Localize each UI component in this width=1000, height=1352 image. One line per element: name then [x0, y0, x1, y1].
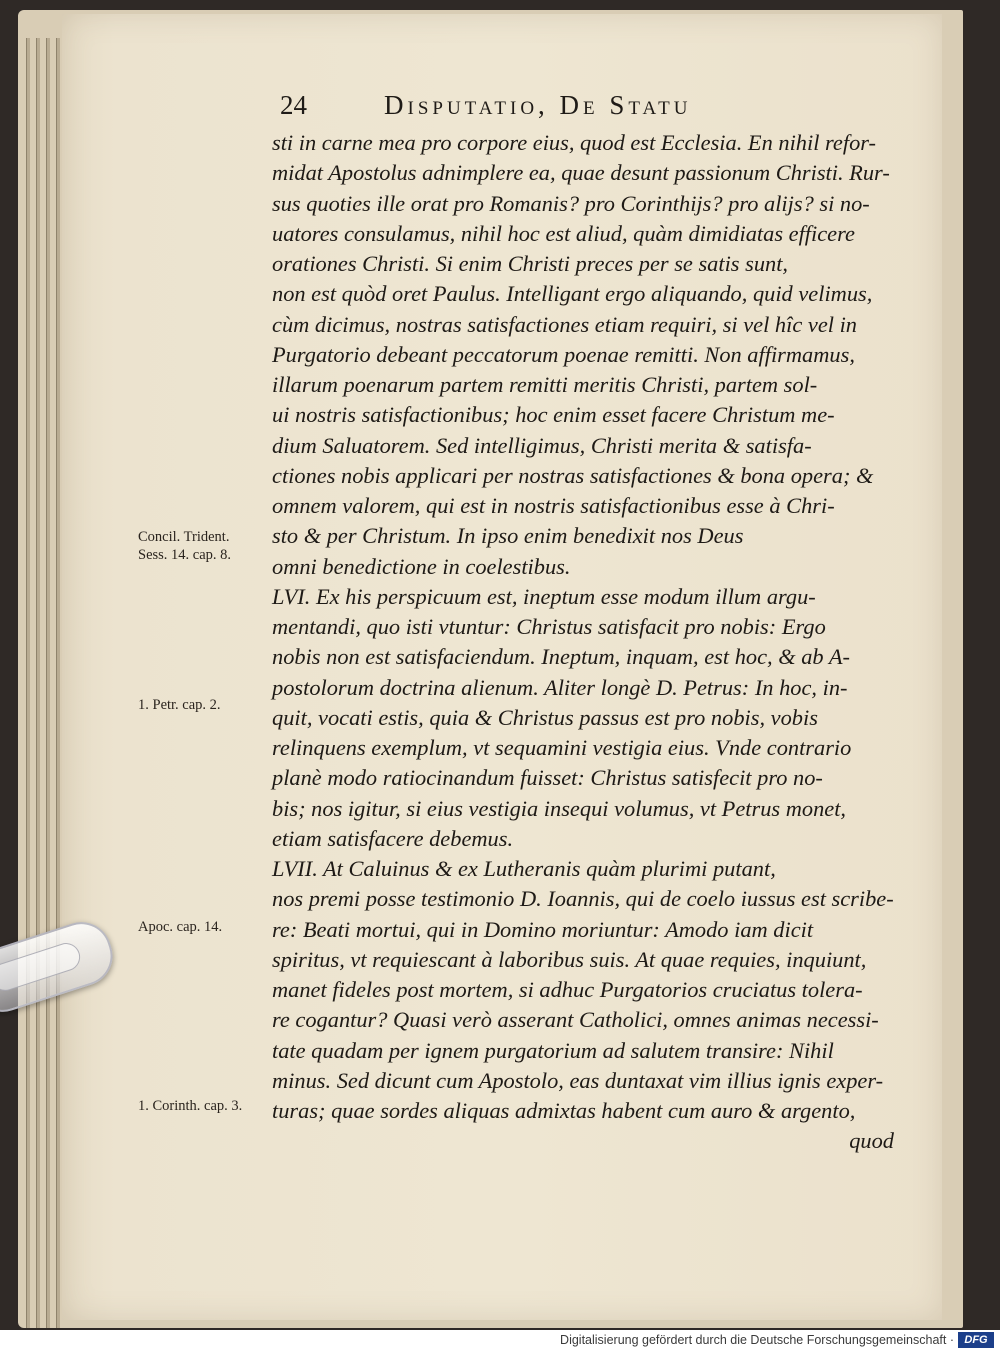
text-line: planè modo ratiocinandum fuisset: Christus satisfecit pro no- [272, 765, 823, 791]
margin-note-line: Concil. Trident. [138, 529, 230, 545]
text-line: nobis non est satisfaciendum. Ineptum, inquam, est hoc, & ab A- [272, 644, 850, 670]
text-line: ctiones nobis applicari per nostras satisfactiones & bona opera; & [272, 462, 874, 488]
text-line: LVII. At Caluinus & ex Lutheranis quàm plurimi putant, [272, 856, 776, 881]
running-title: Disputatio, De Statu [384, 90, 692, 120]
text-line: ui nostris satisfactionibus; hoc enim esset facere Christum me- [272, 402, 835, 428]
funding-notice: Digitalisierung gefördert durch die Deutsche Forschungsgemeinschaft · [560, 1333, 954, 1347]
text-line: illarum poenarum partem remitti meritis Christi, partem sol- [272, 372, 818, 397]
margin-note-council [138, 528, 231, 564]
margin-note-petrus: 1. Petr. cap. 2. [138, 697, 221, 713]
text-line: postolorum doctrina alienum. Aliter longè D. Petrus: In hoc, in- [272, 674, 848, 700]
text-line: sto & per Christum. In ipso enim benedixit nos Deus [272, 523, 744, 549]
text-line: tate quadam per ignem purgatorium ad salutem transire: Nihil [272, 1037, 834, 1063]
text-line: cùm dicimus, nostras satisfactiones etiam requiri, si vel hîc vel in [272, 311, 857, 337]
dfg-logo-icon: DFG [958, 1332, 994, 1348]
text-line: re cogantur? Quasi verò asserant Catholici, omnes animas necessi- [272, 1007, 879, 1033]
text-line: orationes Christi. Si enim Christi preces per se satis sunt, [272, 251, 789, 276]
text-line: non est quòd oret Paulus. Intelligant ergo aliquando, quid velimus, [272, 281, 873, 307]
text-line: LVI. Ex his perspicuum est, ineptum esse modum illum argu- [272, 583, 816, 609]
text-line: turas; quae sordes aliquas admixtas habent cum auro & argento, [272, 1098, 856, 1123]
text-line: mentandi, quo isti vtuntur: Christus satisfacit pro nobis: Ergo [272, 614, 826, 639]
margin-note-line: Sess. 14. cap. 8. [138, 547, 232, 563]
text-line: quit, vocati estis, quia & Christus passus est pro nobis, vobis [272, 704, 818, 730]
body-text [272, 128, 912, 1157]
margin-notes [0, 0, 270, 1330]
page-header [280, 90, 900, 130]
text-line: midat Apostolus adnimplere ea, quae desunt passionum Christi. Rur- [272, 160, 890, 186]
margin-note-corinthians: 1. Corinth. cap. 3. [138, 1098, 243, 1114]
text-line: manet fideles post mortem, si adhuc Purgatorios cruciatus tolera- [272, 977, 863, 1002]
text-line: spiritus, vt requiescant à laboribus suis. At quae requies, inquiunt, [272, 946, 867, 972]
catchword: quod [849, 1128, 894, 1154]
margin-note-apocalypse: Apoc. cap. 14. [138, 919, 223, 935]
text-line: Purgatorio debeant peccatorum poenae remitti. Non affirmamus, [272, 341, 855, 367]
clip-inner [0, 939, 84, 994]
page-number: 24 [280, 90, 307, 120]
text-line: dium Saluatorem. Sed intelligimus, Christi merita & satisfa- [272, 432, 812, 458]
text-line: omni benedictione in coelestibus. [272, 553, 571, 579]
text-line: bis; nos igitur, si eius vestigia insequi volumus, vt Petrus monet, [272, 795, 847, 821]
text-line: relinquens exemplum, vt sequamini vestigia eius. Vnde contrario [272, 735, 852, 760]
text-line: sti in carne mea pro corpore eius, quod est Ecclesia. En nihil refor- [272, 130, 876, 155]
footer-bar [0, 1330, 1000, 1352]
text-line: sus quoties ille orat pro Romanis? pro Corinthijs? pro alijs? si no- [272, 190, 870, 216]
text-line: nos premi posse testimonio D. Ioannis, qui de coelo iussus est scribe- [272, 886, 894, 912]
text-line: uatores consulamus, nihil hoc est aliud, quàm dimidiatas efficere [272, 220, 855, 246]
text-line: etiam satisfacere debemus. [272, 825, 514, 851]
text-line: re: Beati mortui, qui in Domino moriuntur: Amodo iam dicit [272, 916, 814, 942]
text-line: omnem valorem, qui est in nostris satisfactionibus esse à Chri- [272, 493, 835, 518]
text-line: minus. Sed dicunt cum Apostolo, eas duntaxat vim illius ignis exper- [272, 1067, 884, 1093]
